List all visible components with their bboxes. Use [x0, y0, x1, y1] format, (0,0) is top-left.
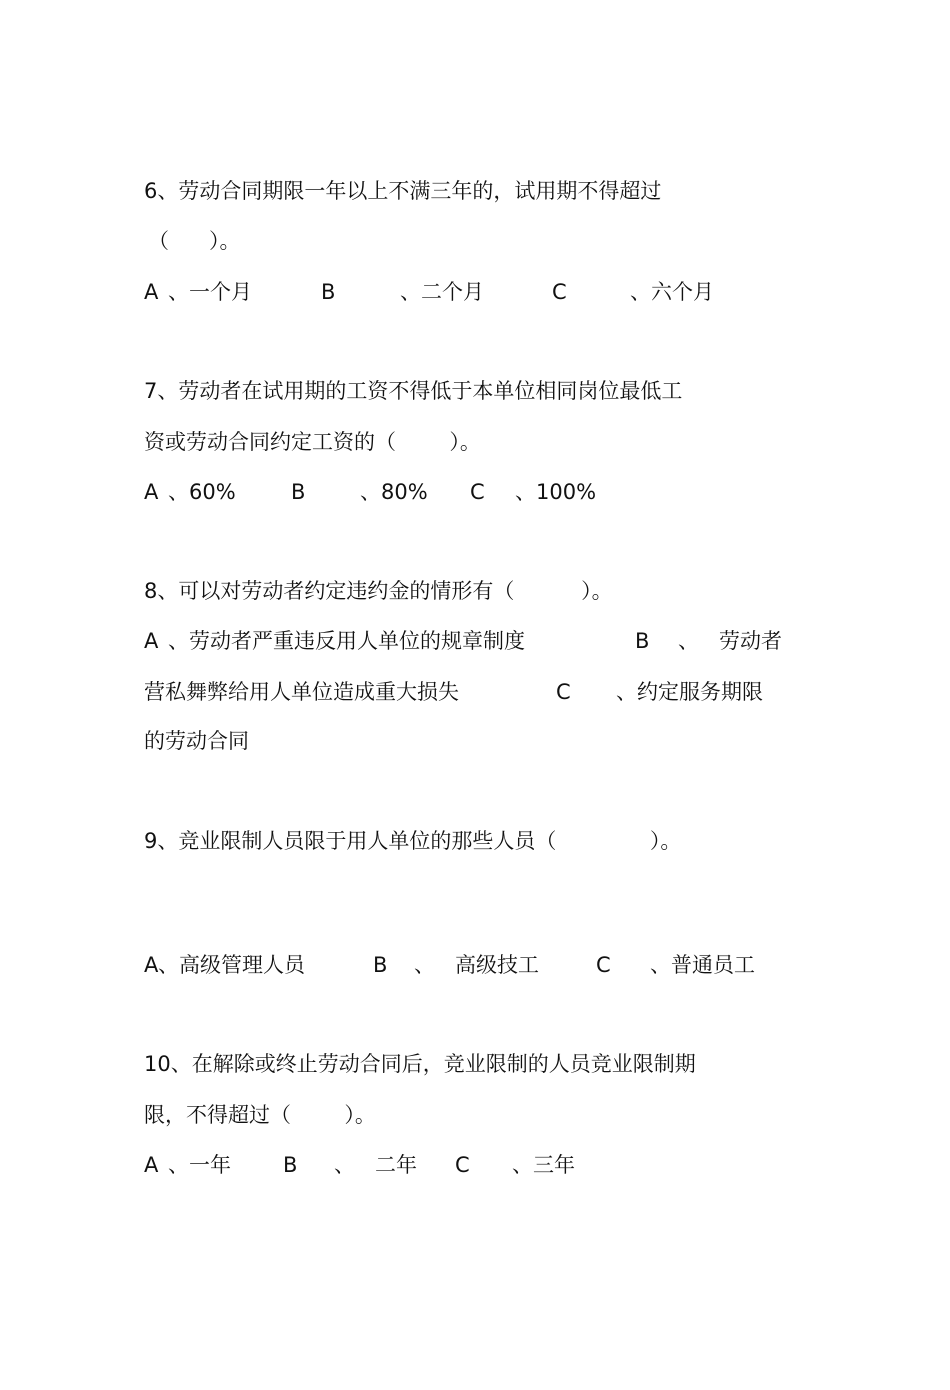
q6-option-b-text: 、二个月 [400, 280, 484, 304]
q6-option-c-letter: C [552, 280, 567, 304]
q6-stem-line-2: （ ）。 [148, 229, 241, 253]
q8-option-a-text: 、劳动者严重违反用人单位的规章制度 [168, 629, 525, 653]
q9-options [144, 950, 755, 980]
q7-option-a-letter: A [144, 480, 159, 504]
q8-option-b-continuation: 营私舞弊给用人单位造成重大损失 [144, 680, 459, 704]
q7-stem-line-1: 7、劳动者在试用期的工资不得低于本单位相同岗位最低工 [144, 379, 683, 403]
q6-option-c-text: 、六个月 [630, 280, 714, 304]
q10-option-b-letter: B [283, 1153, 298, 1177]
q6-option-a-text: 、一个月 [168, 280, 252, 304]
q10-option-a-letter: A [144, 1153, 159, 1177]
q10-stem-line-2: 限，不得超过（ ）。 [144, 1103, 376, 1127]
q7-stem-line-2: 资或劳动合同约定工资的（ ）。 [144, 430, 481, 454]
q9-option-b-letter: B [373, 953, 388, 977]
q8-options-line-2 [144, 677, 763, 707]
q7-option-c-letter: C [470, 480, 485, 504]
q8-option-c-text: 、约定服务期限 [616, 680, 763, 704]
q9-stem: 9、竞业限制人员限于用人单位的那些人员（ ）。 [144, 829, 682, 853]
q8-stem: 8、可以对劳动者约定违约金的情形有（ ）。 [144, 579, 613, 603]
q6-options [144, 277, 714, 307]
q8-options-line-1 [144, 626, 783, 656]
q9-option-a-letter: A [144, 953, 159, 977]
q9-option-a-text: 、高级管理人员 [158, 953, 305, 977]
q6-option-b-letter: B [321, 280, 336, 304]
q8-options-line-3: 的劳动合同 [144, 729, 249, 753]
q6-stem-line-1: 6、劳动合同期限一年以上不满三年的，试用期不得超过 [144, 179, 662, 203]
q10-option-c-text: 、三年 [512, 1153, 575, 1177]
q10-stem-line-1: 10、在解除或终止劳动合同后，竞业限制的人员竞业限制期 [144, 1052, 696, 1076]
q9-option-b-text: 、 高级技工 [414, 953, 540, 977]
q8-option-c-letter: C [556, 680, 571, 704]
q7-option-b-letter: B [291, 480, 306, 504]
q7-option-a-text: 、60% [168, 480, 236, 504]
q8-option-b-text: 、 劳动者 [678, 629, 783, 653]
q6-option-a-letter: A [144, 280, 159, 304]
q8-option-b-letter: B [635, 629, 650, 653]
q8-option-a-letter: A [144, 629, 159, 653]
q9-option-c-text: 、普通员工 [650, 953, 755, 977]
q10-option-a-text: 、一年 [168, 1153, 231, 1177]
q7-option-b-text: 、80% [360, 480, 428, 504]
q9-option-c-letter: C [596, 953, 611, 977]
q7-options [144, 477, 597, 507]
q7-option-c-text: 、100% [515, 480, 597, 504]
q10-option-b-text: 、 二年 [334, 1153, 418, 1177]
q10-options [144, 1150, 575, 1180]
q10-option-c-letter: C [455, 1153, 470, 1177]
